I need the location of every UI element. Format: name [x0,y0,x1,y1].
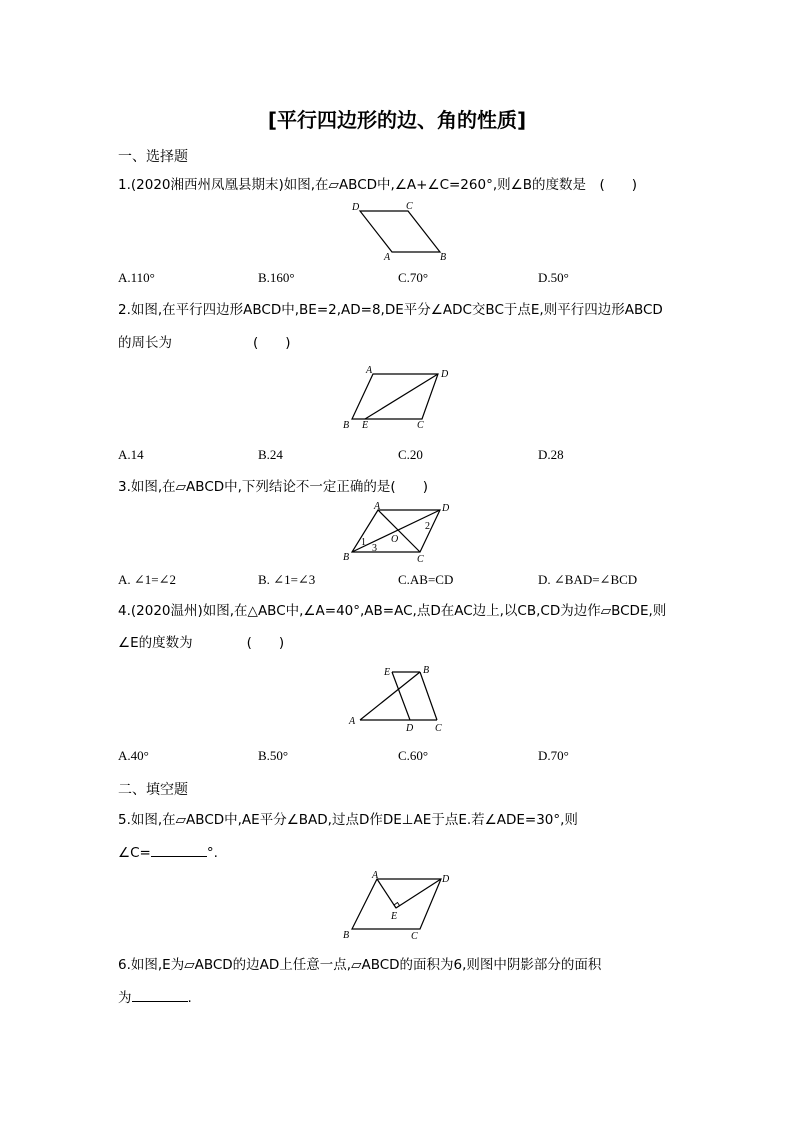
angle-label-3: 3 [372,543,377,554]
q6-suffix: . [187,990,192,1006]
label-a: A [366,365,373,376]
label-e: E [391,911,398,922]
q2-option-c: C.20 [398,447,423,462]
segment-bc [420,672,437,720]
label-d: D [441,369,449,380]
label-b: B [343,552,350,563]
page-title: [平行四边形的边、角的性质] [267,108,527,132]
label-b: B [343,930,350,941]
q2-option-b: B.24 [258,447,283,462]
angle-label-1: 1 [361,537,366,548]
q4-option-a: A.40° [118,748,149,763]
label-d: D [442,874,450,885]
label-a: A [384,252,391,263]
q1-option-d: D.50° [538,270,569,285]
question-5-line-2 [118,842,218,863]
label-c: C [411,931,418,942]
segment-ed [392,672,410,720]
question-6-line-2 [118,987,192,1008]
label-e: E [362,420,369,431]
question-2-line-1: 2.如图,在平行四边形ABCD中,BE=2,AD=8,DE平分∠ADC交BC于点E,则平行四边形ABCD [118,302,663,318]
section-choice-heading: 一、选择题 [118,149,188,165]
parallelogram-abcd [360,211,440,252]
q5-prefix: ∠C= [118,845,151,861]
question-5-figure [335,867,465,945]
question-1-figure [340,198,460,264]
label-b: B [343,420,350,431]
q1-option-b: B.160° [258,270,295,285]
label-o: O [391,534,399,545]
q6-answer-blank[interactable] [132,987,188,1002]
question-3-figure [335,500,465,568]
label-c: C [417,554,424,565]
segment-de [396,879,441,908]
question-3-text: 3.如图,在▱ABCD中,下列结论不一定正确的是( ) [118,479,428,495]
label-b: B [423,665,430,676]
question-2-line-2: 的周长为 ( ) [118,335,291,351]
label-d: D [442,503,450,514]
label-c: C [435,723,442,734]
label-e: E [384,667,391,678]
q3-option-d: D. ∠BAD=∠BCD [538,572,638,587]
q5-answer-blank[interactable] [151,842,207,857]
label-d: D [352,202,360,213]
question-4-line-1: 4.(2020温州)如图,在△ABC中,∠A=40°,AB=AC,点D在AC边上,以CB,CD为边作▱BCDE,则 [118,603,667,619]
q4-option-b: B.50° [258,748,289,763]
q2-option-d: D.28 [538,447,564,462]
q2-option-a: A.14 [118,447,144,462]
q3-option-b: B. ∠1=∠3 [258,572,316,587]
q1-option-c: C.70° [398,270,429,285]
segment-ab [360,672,420,720]
q6-prefix: 为 [118,990,132,1006]
question-5-line-1: 5.如图,在▱ABCD中,AE平分∠BAD,过点D作DE⊥AE于点E.若∠ADE=30°,则 [118,812,578,828]
segment-de [365,374,438,419]
label-c: C [406,201,413,212]
question-4-figure [340,660,460,736]
label-b: B [440,252,447,263]
label-d: D [406,723,414,734]
q5-suffix: °. [206,845,218,861]
q4-option-c: C.60° [398,748,429,763]
question-4-line-2: ∠E的度数为 ( ) [118,635,285,651]
section-fill-heading: 二、填空题 [118,782,188,798]
q3-option-a: A. ∠1=∠2 [118,572,177,587]
diagonal-ac [378,510,420,552]
angle-label-2: 2 [425,521,430,532]
label-a: A [374,501,381,512]
question-1-text: 1.(2020湘西州凤凰县期末)如图,在▱ABCD中,∠A+∠C=260°,则∠B的度数是 ( ) [118,177,638,193]
q3-option-c: C.AB=CD [398,572,454,587]
label-a: A [372,870,379,881]
q4-option-d: D.70° [538,748,569,763]
q1-option-a: A.110° [118,270,155,285]
segment-ae [377,879,396,908]
question-6-line-1: 6.如图,E为▱ABCD的边AD上任意一点,▱ABCD的面积为6,则图中阴影部分的面积 [118,957,602,973]
parallelogram-abcd [352,374,438,419]
question-2-figure [335,362,465,434]
label-a: A [349,716,356,727]
label-c: C [417,420,424,431]
